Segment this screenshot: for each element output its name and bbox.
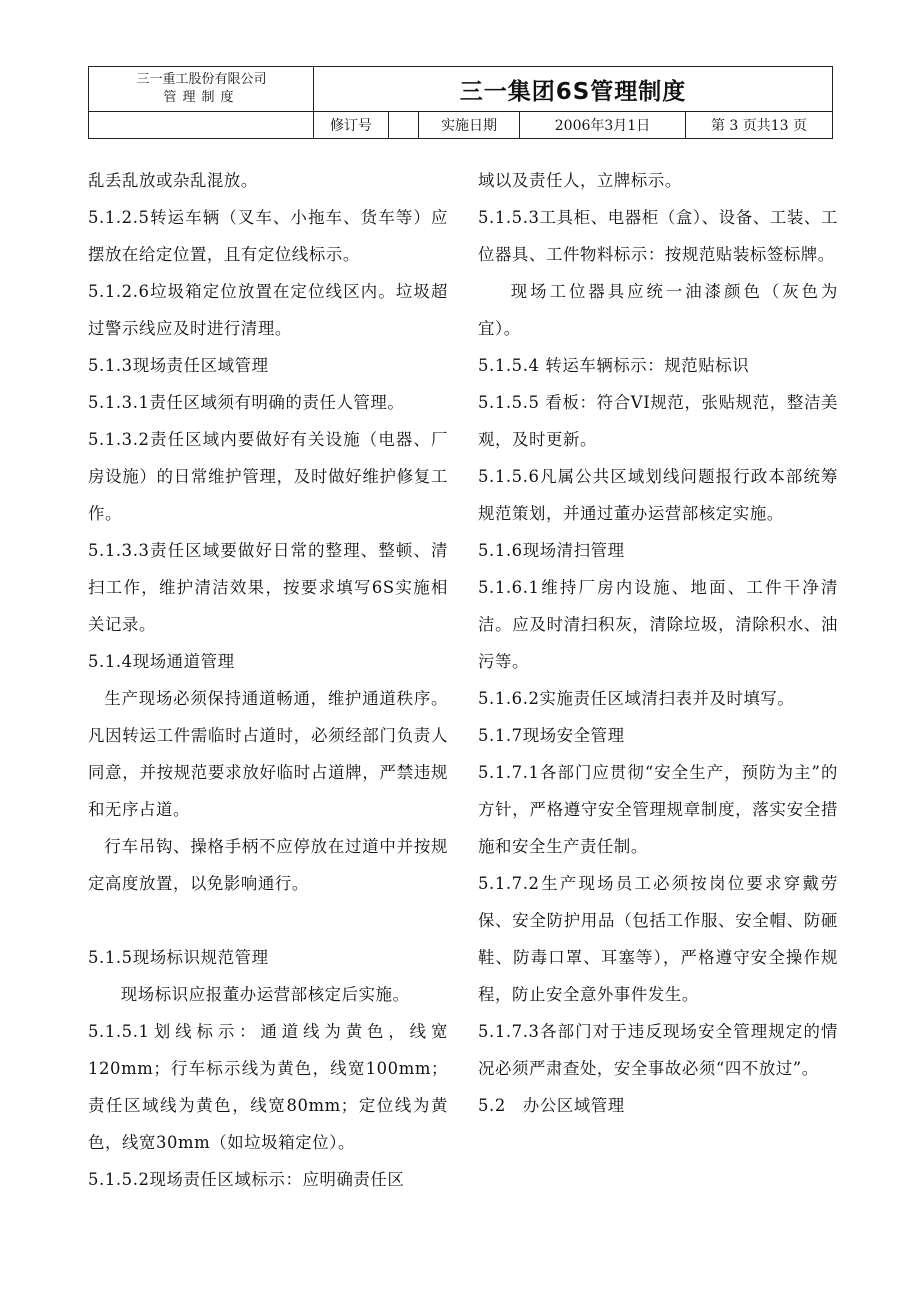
right-column	[478, 162, 838, 1124]
paragraph: 5.1.7.3各部门对于违反现场安全管理规定的情况必须严肃查处，安全事故必须“四不放过”。	[478, 1022, 838, 1078]
document-category: 管理制度	[163, 90, 240, 105]
paragraph: 5.1.3.2责任区域内要做好有关设施（电器、厂房设施）的日常维护管理，及时做好维护修复工作。	[88, 430, 448, 523]
paragraph: 行车吊钩、操格手柄不应停放在过道中并按规定高度放置，以免影响通行。	[88, 837, 448, 893]
revision-value	[389, 112, 418, 138]
paragraph: 域以及责任人，立牌标示。	[478, 171, 682, 190]
revision-label: 修订号	[330, 118, 372, 134]
paragraph: 5.1.5.2现场责任区域标示：应明确责任区	[88, 1170, 405, 1189]
paragraph: 现场工位器具应统一油漆颜色（灰色为宜）。	[478, 282, 838, 338]
document-title: 三一集团6S管理制度	[459, 78, 687, 105]
paragraph: 5.1.7.2生产现场员工必须按岗位要求穿戴劳保、安全防护用品（包括工作服、安全帽、防砸鞋、防毒口罩、耳塞等），严格遵守安全操作规程，防止安全意外事件发生。	[478, 874, 838, 1004]
left-column	[88, 162, 448, 1198]
effective-date-label: 实施日期	[441, 118, 497, 134]
paragraph: 5.1.2.6垃圾箱定位放置在定位线区内。垃圾超过警示线应及时进行清理。	[88, 282, 448, 338]
paragraph: 乱丢乱放或杂乱混放。	[88, 171, 258, 190]
paragraph: 5.1.5.5 看板：符合VI规范，张贴规范，整洁美观，及时更新。	[478, 393, 838, 449]
section-heading: 5.1.5现场标识规范管理	[88, 948, 269, 967]
section-heading: 5.1.3现场责任区域管理	[88, 356, 269, 375]
document-header-table	[88, 66, 833, 139]
paragraph: 5.1.5.6凡属公共区域划线问题报行政本部统筹规范策划，并通过董办运营部核定实施。	[478, 467, 838, 523]
paragraph: 5.1.5.4 转运车辆标示：规范贴标识	[478, 356, 750, 375]
paragraph: 5.1.6.2实施责任区域清扫表并及时填写。	[478, 689, 795, 708]
paragraph: 5.1.2.5转运车辆（叉车、小拖车、货车等）应摆放在给定位置，且有定位线标示。	[88, 208, 448, 264]
paragraph: 现场标识应报董办运营部核定后实施。	[120, 985, 410, 1004]
company-cell	[89, 67, 314, 111]
section-heading: 5.1.6现场清扫管理	[478, 541, 625, 560]
section-heading: 5.1.4现场通道管理	[88, 652, 235, 671]
paragraph: 5.1.5.3工具柜、电器柜（盒）、设备、工装、工位器具、工件物料标示：按规范贴装标签标牌。	[478, 208, 838, 264]
effective-date-value: 2006年3月1日	[554, 118, 651, 134]
page-info: 第 3 页共13 页	[710, 118, 808, 134]
paragraph: 5.1.3.1责任区域须有明确的责任人管理。	[88, 393, 405, 412]
section-heading: 5.1.7现场安全管理	[478, 726, 625, 745]
section-heading: 5.2 办公区域管理	[478, 1096, 625, 1115]
paragraph: 5.1.6.1维持厂房内设施、地面、工件干净清洁。应及时清扫积灰，清除垃圾，清除积水、油污等。	[478, 578, 838, 671]
company-name: 三一重工股份有限公司	[136, 72, 267, 87]
paragraph: 5.1.3.3责任区域要做好日常的整理、整顿、清扫工作，维护清洁效果，按要求填写6S实施相关记录。	[88, 541, 448, 634]
paragraph: 5.1.7.1各部门应贯彻“安全生产，预防为主”的方针，严格遵守安全管理规章制度，落实安全措施和安全生产责任制。	[478, 763, 838, 856]
paragraph: 生产现场必须保持通道畅通，维护通道秩序。凡因转运工件需临时占道时，必须经部门负责人同意，并按规范要求放好临时占道牌，严禁违规和无序占道。	[88, 689, 448, 819]
paragraph: 5.1.5.1划线标示：通道线为黄色，线宽120mm；行车标示线为黄色，线宽100mm；责任区域线为黄色，线宽80mm；定位线为黄色，线宽30mm（如垃圾箱定位）。	[88, 1022, 448, 1152]
